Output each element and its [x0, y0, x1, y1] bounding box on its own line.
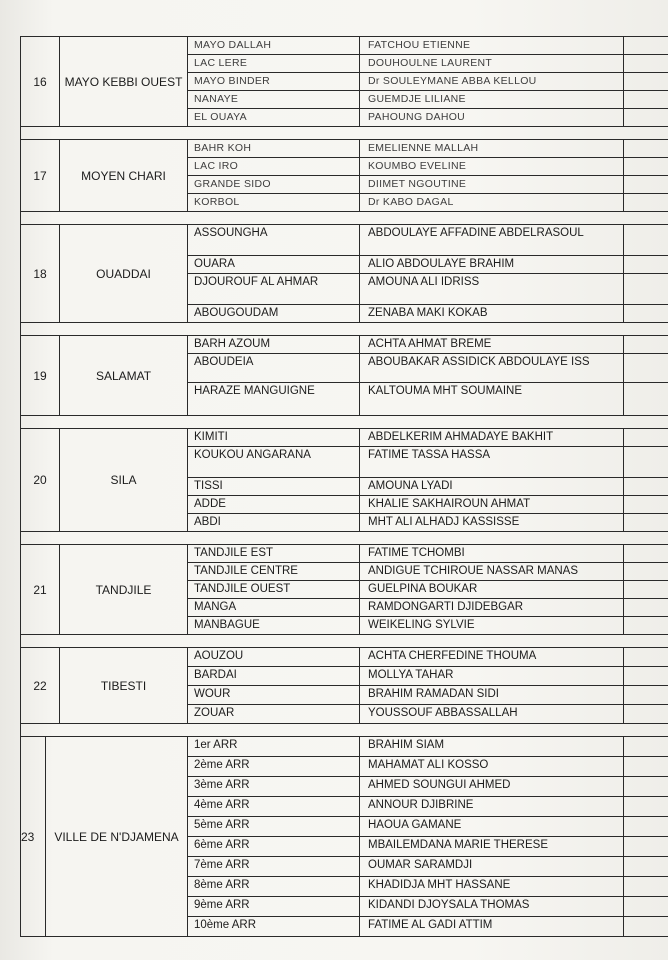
section-spacer [20, 416, 668, 428]
empty-cell [624, 225, 668, 255]
region-name: SILA [60, 429, 188, 531]
delegate-name-cell: AHMED SOUNGUI AHMED [360, 777, 624, 796]
empty-cell [624, 176, 668, 193]
empty-cell [624, 73, 668, 90]
delegate-name-cell: GUEMDJE LILIANE [360, 91, 624, 108]
delegate-name-cell: MBAILEMDANA MARIE THERESE [360, 837, 624, 856]
region-row [21, 545, 668, 634]
department-cell: BAHR KOH [188, 140, 360, 157]
region-row [21, 429, 668, 531]
region-number: 17 [21, 140, 60, 211]
empty-cell [624, 336, 668, 353]
delegate-name-cell: DIIMET NGOUTINE [360, 176, 624, 193]
department-cell: 8ème ARR [188, 877, 360, 896]
region-block [20, 544, 668, 635]
table-row [188, 256, 668, 274]
department-rows [188, 737, 668, 936]
table-row [188, 897, 668, 917]
empty-cell [624, 897, 668, 916]
region-name: TANDJILE [60, 545, 188, 634]
delegate-name-cell: BRAHIM SIAM [360, 737, 624, 756]
delegates-table [20, 36, 668, 937]
empty-cell [624, 917, 668, 936]
empty-cell [624, 686, 668, 704]
department-cell: TISSI [188, 478, 360, 495]
delegate-name-cell: PAHOUNG DAHOU [360, 109, 624, 126]
delegate-name-cell: WEIKELING SYLVIE [360, 617, 624, 634]
region-block [20, 736, 668, 937]
empty-cell [624, 55, 668, 72]
table-row [188, 140, 668, 158]
delegate-name-cell: EMELIENNE MALLAH [360, 140, 624, 157]
region-row [21, 140, 668, 211]
department-cell: BARDAI [188, 667, 360, 685]
empty-cell [624, 617, 668, 634]
table-row [188, 648, 668, 667]
department-rows [188, 648, 668, 723]
table-row [188, 305, 668, 322]
department-cell: ABOUGOUDAM [188, 305, 360, 322]
delegate-name-cell: FATIME TASSA HASSA [360, 447, 624, 477]
department-cell: GRANDE SIDO [188, 176, 360, 193]
department-cell: BARH AZOUM [188, 336, 360, 353]
department-rows [188, 225, 668, 322]
delegate-name-cell: MOLLYA TAHAR [360, 667, 624, 685]
department-cell: 7ème ARR [188, 857, 360, 876]
delegate-name-cell: FATCHOU ETIENNE [360, 37, 624, 54]
empty-cell [624, 837, 668, 856]
empty-cell [624, 737, 668, 756]
table-row [188, 274, 668, 305]
delegate-name-cell: KHADIDJA MHT HASSANE [360, 877, 624, 896]
empty-cell [624, 757, 668, 776]
empty-cell [624, 599, 668, 616]
delegate-name-cell: ACHTA AHMAT BREME [360, 336, 624, 353]
delegate-name-cell: ZENABA MAKI KOKAB [360, 305, 624, 322]
table-row [188, 563, 668, 581]
department-cell: 2ème ARR [188, 757, 360, 776]
table-row [188, 617, 668, 634]
department-cell: 10ème ARR [188, 917, 360, 936]
table-row [188, 797, 668, 817]
delegate-name-cell: ANNOUR DJIBRINE [360, 797, 624, 816]
delegate-name-cell: OUMAR SARAMDJI [360, 857, 624, 876]
department-cell: ADDE [188, 496, 360, 513]
department-cell: HARAZE MANGUIGNE [188, 383, 360, 415]
delegate-name-cell: ACHTA CHERFEDINE THOUMA [360, 648, 624, 666]
empty-cell [624, 194, 668, 211]
department-cell: DJOUROUF AL AHMAR [188, 274, 360, 304]
delegate-name-cell: RAMDONGARTI DJIDEBGAR [360, 599, 624, 616]
empty-cell [624, 109, 668, 126]
department-rows [188, 545, 668, 634]
region-name: OUADDAI [60, 225, 188, 322]
department-cell: 6ème ARR [188, 837, 360, 856]
region-name: VILLE DE N'DJAMENA [46, 737, 188, 936]
table-row [188, 383, 668, 415]
department-cell: 3ème ARR [188, 777, 360, 796]
region-number: 20 [21, 429, 60, 531]
delegate-name-cell: KHALIE SAKHAIROUN AHMAT [360, 496, 624, 513]
department-cell: ABOUDEIA [188, 354, 360, 382]
empty-cell [624, 514, 668, 531]
section-spacer [20, 323, 668, 335]
table-row [188, 817, 668, 837]
delegate-name-cell: ABDOULAYE AFFADINE ABDELRASOUL [360, 225, 624, 255]
empty-cell [624, 667, 668, 685]
empty-cell [624, 274, 668, 304]
table-row [188, 686, 668, 705]
region-number: 19 [21, 336, 60, 415]
region-block [20, 224, 668, 323]
table-row [188, 176, 668, 194]
region-number: 23 [21, 737, 46, 936]
region-number: 16 [21, 37, 60, 126]
section-spacer [20, 724, 668, 736]
region-number: 22 [21, 648, 60, 723]
department-cell: ZOUAR [188, 705, 360, 723]
table-row [188, 667, 668, 686]
department-rows [188, 429, 668, 531]
region-row [21, 336, 668, 415]
region-row [21, 737, 668, 936]
region-row [21, 225, 668, 322]
empty-cell [624, 563, 668, 580]
empty-cell [624, 877, 668, 896]
region-name: TIBESTI [60, 648, 188, 723]
delegate-name-cell: GUELPINA BOUKAR [360, 581, 624, 598]
department-cell: OUARA [188, 256, 360, 273]
empty-cell [624, 91, 668, 108]
delegate-name-cell: AMOUNA LYADI [360, 478, 624, 495]
delegate-name-cell: Dr KABO DAGAL [360, 194, 624, 211]
delegate-name-cell: YOUSSOUF ABBASSALLAH [360, 705, 624, 723]
department-cell: ABDI [188, 514, 360, 531]
empty-cell [624, 777, 668, 796]
table-row [188, 514, 668, 531]
department-cell: 4ème ARR [188, 797, 360, 816]
delegate-name-cell: ANDIGUE TCHIROUE NASSAR MANAS [360, 563, 624, 580]
region-row [21, 648, 668, 723]
region-number: 21 [21, 545, 60, 634]
table-row [188, 447, 668, 478]
table-row [188, 599, 668, 617]
department-cell: ASSOUNGHA [188, 225, 360, 255]
region-name: MOYEN CHARI [60, 140, 188, 211]
empty-cell [624, 857, 668, 876]
department-cell: MAYO BINDER [188, 73, 360, 90]
department-cell: MANGA [188, 599, 360, 616]
empty-cell [624, 797, 668, 816]
delegate-name-cell: KALTOUMA MHT SOUMAINE [360, 383, 624, 415]
delegate-name-cell: HAOUA GAMANE [360, 817, 624, 836]
empty-cell [624, 447, 668, 477]
empty-cell [624, 305, 668, 322]
delegate-name-cell: KOUMBO EVELINE [360, 158, 624, 175]
table-row [188, 429, 668, 447]
delegate-name-cell: Dr SOULEYMANE ABBA KELLOU [360, 73, 624, 90]
region-block [20, 36, 668, 127]
section-spacer [20, 635, 668, 647]
delegate-name-cell: ABOUBAKAR ASSIDICK ABDOULAYE ISS [360, 354, 624, 382]
department-cell: LAC LERE [188, 55, 360, 72]
department-cell: NANAYE [188, 91, 360, 108]
empty-cell [624, 496, 668, 513]
department-cell: TANDJILE OUEST [188, 581, 360, 598]
delegate-name-cell: ABDELKERIM AHMADAYE BAKHIT [360, 429, 624, 446]
department-cell: TANDJILE CENTRE [188, 563, 360, 580]
section-spacer [20, 532, 668, 544]
region-block [20, 335, 668, 416]
table-row [188, 917, 668, 936]
department-cell: MAYO DALLAH [188, 37, 360, 54]
empty-cell [624, 429, 668, 446]
department-cell: WOUR [188, 686, 360, 704]
table-row [188, 194, 668, 211]
delegate-name-cell: BRAHIM RAMADAN SIDI [360, 686, 624, 704]
empty-cell [624, 817, 668, 836]
region-block [20, 139, 668, 212]
empty-cell [624, 256, 668, 273]
table-row [188, 73, 668, 91]
table-row [188, 496, 668, 514]
empty-cell [624, 581, 668, 598]
empty-cell [624, 545, 668, 562]
table-row [188, 354, 668, 383]
department-cell: 9ème ARR [188, 897, 360, 916]
empty-cell [624, 648, 668, 666]
table-row [188, 37, 668, 55]
department-rows [188, 37, 668, 126]
department-cell: AOUZOU [188, 648, 360, 666]
table-row [188, 777, 668, 797]
table-row [188, 109, 668, 126]
empty-cell [624, 383, 668, 415]
department-cell: KIMITI [188, 429, 360, 446]
delegate-name-cell: FATIME TCHOMBI [360, 545, 624, 562]
department-cell: TANDJILE EST [188, 545, 360, 562]
department-rows [188, 336, 668, 415]
table-row [188, 158, 668, 176]
table-row [188, 478, 668, 496]
table-row [188, 225, 668, 256]
department-cell: 5ème ARR [188, 817, 360, 836]
table-row [188, 857, 668, 877]
region-row [21, 37, 668, 126]
delegate-name-cell: AMOUNA ALI IDRISS [360, 274, 624, 304]
delegate-name-cell: MAHAMAT ALI KOSSO [360, 757, 624, 776]
delegate-name-cell: ALIO ABDOULAYE BRAHIM [360, 256, 624, 273]
table-row [188, 581, 668, 599]
empty-cell [624, 140, 668, 157]
empty-cell [624, 354, 668, 382]
table-row [188, 757, 668, 777]
table-row [188, 737, 668, 757]
table-row [188, 55, 668, 73]
region-block [20, 647, 668, 724]
delegate-name-cell: DOUHOULNE LAURENT [360, 55, 624, 72]
region-name: SALAMAT [60, 336, 188, 415]
table-row [188, 705, 668, 723]
section-spacer [20, 212, 668, 224]
department-cell: KOUKOU ANGARANA [188, 447, 360, 477]
department-cell: MANBAGUE [188, 617, 360, 634]
table-row [188, 837, 668, 857]
section-spacer [20, 127, 668, 139]
department-cell: 1er ARR [188, 737, 360, 756]
table-row [188, 336, 668, 354]
region-name: MAYO KEBBI OUEST [60, 37, 188, 126]
table-row [188, 91, 668, 109]
department-cell: EL OUAYA [188, 109, 360, 126]
empty-cell [624, 37, 668, 54]
empty-cell [624, 705, 668, 723]
region-block [20, 428, 668, 532]
department-rows [188, 140, 668, 211]
department-cell: KORBOL [188, 194, 360, 211]
empty-cell [624, 478, 668, 495]
delegate-name-cell: KIDANDI DJOYSALA THOMAS [360, 897, 624, 916]
delegate-name-cell: MHT ALI ALHADJ KASSISSE [360, 514, 624, 531]
region-number: 18 [21, 225, 60, 322]
empty-cell [624, 158, 668, 175]
delegate-name-cell: FATIME AL GADI ATTIM [360, 917, 624, 936]
department-cell: LAC IRO [188, 158, 360, 175]
table-row [188, 877, 668, 897]
table-row [188, 545, 668, 563]
